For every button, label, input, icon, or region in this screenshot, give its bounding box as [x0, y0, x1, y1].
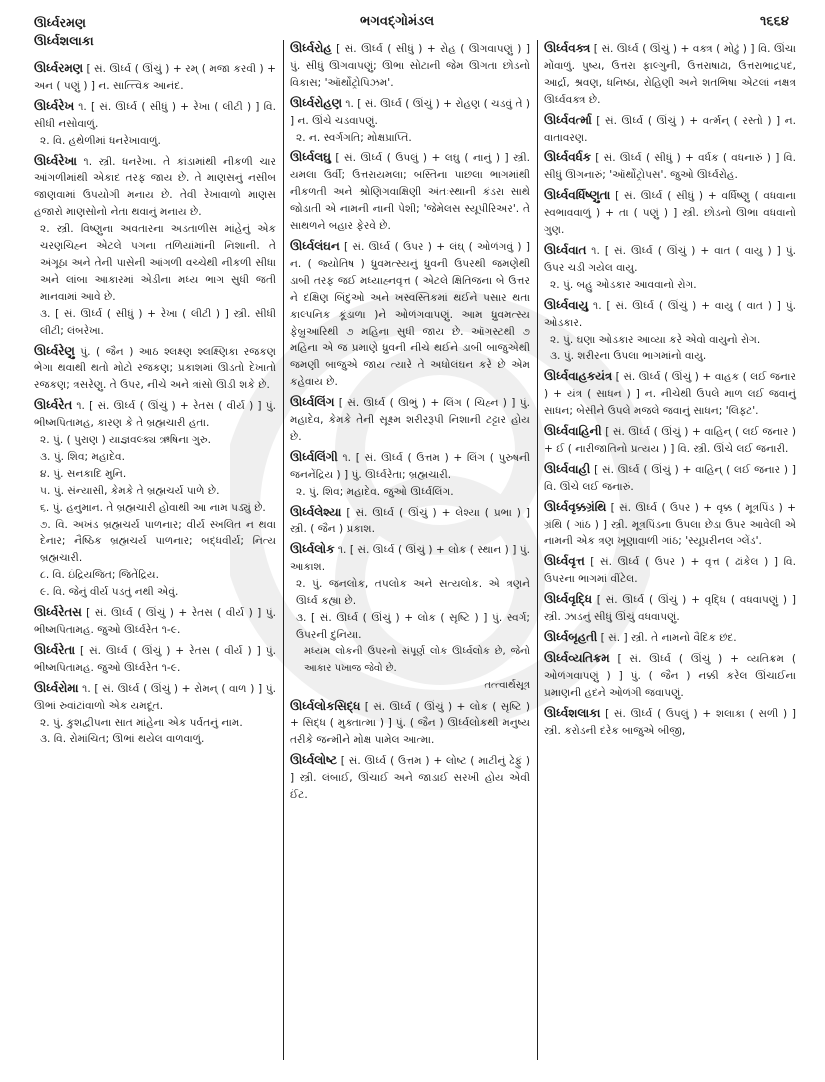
dictionary-entry	[544, 650, 796, 702]
dictionary-entry	[544, 629, 796, 647]
dictionary-entry	[544, 297, 796, 366]
definition-text: [ સં. ઊર્ધ્વ ( ઊંચું ) + વક્ત્ર ( મોઢું ) ] વિ. ઊંચા મોંવાળું. પુષ્ય, ઉત્તરા ફાલ્ગુની, ઉત્તરાષાઢા, ઉત્તરાભાદ્રપદ, આર્દ્રા, શ્રવણ, ધનિષ્ઠા, રોહિણી અને શતભિષા એટલાં નક્ષત્ર ઊર્ધ્વવક્ત્ર છે.	[544, 43, 796, 106]
definition-text: [ સં. ઊર્ધ્વ ( ઊભું ) + લિંગ ( ચિહ્ન ) ] પું. મહાદેવ, કેમકે તેની સૂક્ષ્મ શરીરરૂપી નિશાની ટટ્ટાર હોય છે.	[290, 397, 530, 443]
headword: ઊર્ધ્વવર્ધક	[544, 150, 591, 165]
entry-definition	[544, 149, 796, 184]
entry-definition	[290, 698, 530, 750]
headword: ઊર્ધ્વરોહણ	[290, 95, 342, 110]
column-divider	[283, 40, 284, 1060]
entry-definition	[544, 40, 796, 109]
entry-definition	[290, 449, 530, 484]
entry-definition	[544, 297, 796, 332]
sense-item: ૩. પું. શરીરના ઉપલા ભાગમાંનો વાયુ.	[550, 350, 707, 363]
sense-item: ૮. વિ. ઇંદ્રિયજિત; જિતેંદ્રિય.	[40, 569, 159, 582]
headword: ઊર્ધ્વલિંગી	[290, 449, 338, 464]
entry-definition	[544, 242, 796, 277]
headword: ઊર્ધ્વલિંગ	[290, 395, 335, 410]
sense-item: ૨. પું. શિવ; મહાદેવ. જુઓ ઊર્ધ્વલિંગ.	[296, 485, 454, 498]
headword: ઊર્ધ્વવાત	[544, 242, 587, 257]
entry-definition	[544, 591, 796, 626]
definition-text: [ સં. ઊર્ધ્વ ( સીધું ) + વર્ધક ( વધનારું ) ] વિ. સીધું ઊગનારું; 'ઑર્થોટ્રોપસ'. જુઓ ઊર્ધ્વરોહ.	[544, 152, 796, 182]
dictionary-entry	[544, 423, 796, 458]
definition-text: [ સં. ઊર્ધ્વ ( ઊંચું ) + વાહક ( લઈ જનાર ) + યંત્ર ( સાધન ) ] ન. નીચેથી ઉપલે માળ લઈ જવાનું સાધન; બેસીને ઉપલે મજલે જવાનું સાધન; 'લિફ્ટ'.	[544, 371, 796, 418]
dictionary-entry	[34, 343, 276, 395]
entry-definition	[34, 397, 276, 432]
definition-text: ૧. [ સં. ઊર્ધ્વ ( ઊંચું ) + લોક ( સ્થાન ) ] પું. આકાશ.	[290, 544, 530, 574]
sense-item: ૨. સ્ત્રી. વિષ્ણુના અવતારના અડતાળીસ માંહેનું એક ચરણચિહ્ન એટલે પગના તળિયાંમાંની નિશાની. તે અંગૂઠા અને તેની પાસેની આંગળી વચ્ચેથી નીકળી સીધા અને લાંબા આકારમાં એડીના મધ્ય ભાગ સુધી જતી માનવામાં આવે છે.	[40, 223, 276, 303]
definition-text: [ સં. ઊર્ધ્વ ( ઊંચું ) + રમ્ ( મજા કરવી ) + અન ( પણું ) ] ન. સાત્ત્વિક આનંદ.	[34, 63, 276, 92]
sense-item: ૪. પું. સનકાદિ મુનિ.	[40, 467, 127, 480]
dictionary-entry	[544, 461, 796, 496]
definition-text: ૧. [ સં. ઊર્ધ્વ ( ઊંચું ) + વાત ( વાયુ ) ] પું. ઉપર ચડી ગયેલ વાયુ.	[544, 244, 797, 274]
sense-item: ૨. ન. સ્વર્ગગતિ; મોક્ષપ્રાપ્તિ.	[296, 131, 412, 144]
headword: ઊર્ધ્વવૃત્ત	[544, 554, 585, 569]
definition-text: ૧. [ સં. ઊર્ધ્વ ( ઊંચું ) + વાયુ ( વાત ) ] પું. ઓડકાર.	[544, 299, 796, 329]
definition-text: [ સં. ઊર્ધ્વ ( ઊંચું ) + રેતસ ( વીર્ય ) ] પું. ભીષ્મપિતામહ. જુઓ ઊર્ધ્વરેત ૧-૯.	[34, 644, 276, 674]
entry-definition	[290, 238, 530, 391]
entry-definition	[290, 394, 530, 446]
citation-quote: મધ્યમ લોકની ઉપરનો સંપૂર્ણ લોક ઊર્ધ્વલોક છે, જેનો આકાર પખાજ જેવો છે.	[304, 645, 530, 674]
dictionary-entry	[34, 642, 276, 677]
definition-text: [ સં. ઊર્ધ્વ ( સીધું ) + વર્ધિષ્ણુ ( વધવાના સ્વભાવવાળું ) + તા ( પણું ) ] સ્ત્રી. છોડનો ઊભા વધવાનો ગુણ.	[544, 190, 796, 237]
dictionary-entry	[544, 705, 796, 740]
dictionary-entry	[290, 698, 530, 750]
headword: ઊર્ધ્વલઘુ	[290, 150, 331, 165]
sense-item: ૫. પું. સંન્યાસી, કેમકે તે બ્રહ્મચર્ય પાળે છે.	[40, 484, 220, 497]
entry-definition	[34, 680, 276, 715]
headword: ઊર્ધ્વરમણ	[34, 61, 83, 75]
dictionary-entry	[34, 680, 276, 749]
definition-text: [ સં. ઊર્ધ્વ ( ઉત્તમ ) + લોષ્ટ ( માટીનું ઢેફું ) ] સ્ત્રી. લંબાઈ, ઊંચાઈ અને જાડાઈ સરખી હોય એવી ઈંટ.	[290, 755, 531, 802]
headword: ઊર્ધ્વવાહી	[544, 461, 591, 476]
sense-item: ૩. પું. શિવ; મહાદેવ.	[40, 450, 125, 463]
definition-text: [ સં. ઊર્ધ્વ ( ઊંચું ) + વાહિન્ ( લઈ જનાર ) + ઈ ( નારીજાતિનો પ્રત્યય ) ] વિ. સ્ત્રી. ઊંચે લઈ જનારી.	[544, 426, 796, 455]
entry-definition	[544, 629, 796, 647]
dictionary-entry	[544, 368, 796, 420]
column-left	[34, 60, 276, 751]
headword: ઊર્ધ્વરેખ	[34, 98, 75, 113]
entry-definition	[544, 423, 796, 458]
headword: ઊર્ધ્વવૃક્કગ્રંથિ	[544, 499, 607, 514]
headword: ઊર્ધ્વબૃહતી	[544, 630, 598, 644]
column-right	[544, 40, 796, 742]
dictionary-entry	[34, 153, 276, 340]
headword: ઊર્ધ્વલેશ્યા	[290, 504, 342, 519]
entry-definition	[290, 40, 530, 92]
definition-text: [ સં. ઊર્ધ્વ ( ઉપર ) + વૃત્ત ( ઢાંકેલ ) ] વિ. ઉપરના ભાગમાં વીંટેલ.	[544, 556, 796, 586]
definition-text: [ સં. ઊર્ધ્વ ( ઊંચું ) + વર્ત્મન્ ( રસ્તો ) ] ન. વાતાવરણ.	[544, 114, 796, 144]
dictionary-entry	[544, 553, 796, 588]
dictionary-entry	[34, 397, 276, 601]
dictionary-entry	[544, 242, 796, 294]
headword: ઊર્ધ્વવર્ત્મા	[544, 112, 592, 127]
entry-definition	[34, 153, 276, 222]
guide-word-last: ઊર્ધ્વશલાકા	[34, 33, 94, 48]
book-title: ભગવદ્ગોમંડલ	[360, 14, 435, 29]
sense-item: ૨. પું. જનલોક, તપલોક અને સત્યલોક. એ ત્રણને ઊર્ધ્વ કહ્યા છે.	[296, 578, 530, 608]
headword: ઊર્ધ્વરેતસ	[34, 605, 82, 620]
dictionary-entry	[34, 98, 276, 150]
sense-item: ૨. વિ. હથેળીમાં ધનરેખાવાળું.	[40, 134, 161, 147]
column-divider	[537, 40, 538, 1060]
definition-text: [ સં. ઊર્ધ્વ ( ઊંચું ) + રેતસ ( વીર્ય ) ] પું. ભીષ્મપિતામહ. જુઓ ઊર્ધ્વરેત ૧-૯.	[34, 607, 276, 636]
headword: ઊર્ધ્વરેખા	[34, 153, 77, 168]
definition-text: [ સં. ઊર્ધ્વ ( ઉપર ) + લંઘ્ ( ઓળંગવું ) ] ન. ( જ્યોતિષ ) ધ્રુવમત્સ્યનું ધ્રુવની ઉપરથી જમણેથી ડાબી તરફ જઈ મધ્યાહ્નવૃત્ત ( એટલે ક્ષિતિજના બે ઉત્તર ને દક્ષિણ બિંદુઓ અને ખસ્વસ્તિકમાં થઈને પસાર થતા કાલ્પનિક કૂંડાળા )ને ઓળંગવાપણું. આમ ધ્રુવમત્સ્ય ફેબ્રુઆરિથી ૭ મહિના સુધી જાય છે. ઑગસ્ટથી ૭ મહિના એ જ પ્રમાણે ધ્રુવની નીચે થઈને ડાબી બાજુએથી જમણી બાજુએ જાય ત્યારે તે અધોલંઘન કરે છે એમ કહેવાય છે.	[290, 240, 530, 389]
definition-text: ૧. [ સં. ઊર્ધ્વ ( ઊંચું ) + રેતસ ( વીર્ય ) ] પું. ભીષ્મપિતામહ, કારણ કે તે બ્રહ્મચારી હતા.	[34, 400, 277, 430]
headword: ઊર્ધ્વરોમા	[34, 680, 79, 695]
dictionary-entry	[290, 752, 530, 804]
headword: ઊર્ધ્વવ્યતિક્રમ	[544, 650, 610, 665]
definition-text: ૧. [ સં. ઊર્ધ્વ ( ઉત્તમ ) + લિંગ ( પુરુષની જનનેંદ્રિય ) ] પું. ઊર્ધ્વરેતા; બ્રહ્મચારી.	[290, 451, 530, 481]
definition-text: [ સં. ઊર્ધ્વ ( ઊંચું ) + લેશ્યા ( પ્રભા ) ] સ્ત્રી. ( જૈન ) પ્રકાશ.	[290, 506, 530, 536]
sense-item: ૩. વિ. રોમાંચિત; ઊભાં થયેલ વાળવાળું.	[40, 733, 205, 746]
guide-word-first: ઊર્ધ્વરમણ	[34, 15, 86, 30]
headword: ઊર્ધ્વશલાકા	[544, 705, 601, 720]
entry-definition	[34, 642, 276, 677]
definition-text: ૧. સ્ત્રી. ધનરેખા. તે કાંડામાંથી નીકળી ચાર આંગળીમાંથી એકાદ તરફ જાય છે. તે માણસનું નસીબ જાણવામાં ઉપયોગી મનાય છે. તેવી રેખાવાળો માણસ હજારો માણસોનો નેતા થવાનું મનાય છે.	[34, 155, 276, 219]
entry-definition	[34, 60, 276, 95]
headword: ઊર્ધ્વલંઘન	[290, 238, 340, 253]
definition-text: પું. ( જૈન ) આઠ શ્લક્ષ્ણ શ્લક્ષ્ણિકા રજકણ ભેગા થવાથી થતો મોટો રજકણ; પ્રકાશમાં ઊડતો દેખાતો રજકણ; ત્રસરેણુ. તે ઉપર, નીચે અને ત્રાંસો ઊડી શકે છે.	[34, 345, 276, 392]
headword: ઊર્ધ્વવાહકયંત્ર	[544, 369, 613, 384]
dictionary-entry	[544, 499, 796, 551]
entry-definition	[34, 343, 276, 395]
definition-text: ૧. [ સં. ઊર્ધ્વ ( સીધું ) + રેખા ( લીટી ) ] વિ. સીધી નસોવાળું.	[34, 100, 276, 130]
entry-definition	[290, 504, 530, 539]
dictionary-entry	[544, 591, 796, 626]
headword: ઊર્ધ્વવાહિની	[544, 424, 602, 439]
dictionary-entry	[544, 149, 796, 184]
headword: ઊર્ધ્વરોહ	[290, 41, 332, 55]
dictionary-entry	[290, 149, 530, 235]
entry-definition	[544, 650, 796, 702]
definition-text: [ સં. ઊર્ધ્વ ( સીધું ) + રોહ ( ઊગવાપણું ) ] પું. સીધું ઊગવાપણું; ઊભા સોટાની જેમ ઊગતા છોડનો વિકાસ; 'ઑર્થોટ્રોપિઝમ'.	[290, 43, 530, 89]
definition-text: [ સં. ઊર્ધ્વ ( ઊંચું ) + વૃદ્ધિ ( વધવાપણું ) ] સ્ત્રી. ઝાડનું સીધું ઊંચું વધવાપણું.	[544, 594, 796, 624]
dictionary-entry	[290, 40, 530, 92]
definition-text: [ સં. ઊર્ધ્વ ( ઉપલું ) + શલાકા ( સળી ) ] સ્ત્રી. કરોડની દરેક બાજુએ બીજી,	[544, 707, 797, 737]
entry-definition	[290, 149, 530, 235]
dictionary-entry	[34, 604, 276, 639]
dictionary-entry	[290, 95, 530, 147]
headword: ઊર્ધ્વવાયુ	[544, 297, 589, 312]
sense-item: ૨. પું. બહુ ઓડકાર આવવાનો રોગ.	[550, 278, 697, 291]
dictionary-entry	[290, 238, 530, 391]
sense-item: ૨. પું. ( પુરાણ ) યાજ્ઞવલ્ક્ય ઋષિના ગુરુ.	[40, 434, 211, 447]
headword: ઊર્ધ્વલોષ્ટ	[290, 753, 337, 768]
headword: ઊર્ધ્વરેતા	[34, 642, 76, 657]
citation-source: તત્ત્વાર્થસૂત્ર	[484, 679, 530, 691]
sense-item: ૯. વિ. જેનું વીર્ય પડતું નથી એવું.	[40, 586, 179, 599]
entry-definition	[544, 187, 796, 239]
headword: ઊર્ધ્વવક્ત્ર	[544, 41, 591, 55]
entry-definition	[34, 604, 276, 639]
headword: ઊર્ધ્વલોક	[290, 542, 335, 557]
entry-definition	[290, 752, 530, 804]
dictionary-entry	[544, 187, 796, 239]
entry-definition	[544, 368, 796, 420]
definition-text: [ સં. ઊર્ધ્વ ( ઉપર ) + વૃક્ક ( મૂત્રપિંડ ) + ગ્રંથિ ( ગાંઠ ) ] સ્ત્રી. મૂત્રપિંડના ઉપલા છેડા ઉપર આવેલી એ નામની એક ત્રણ ખૂણાવાળી ગાંઠ; 'સ્યૂપ્રરીનલ ગ્લેંડ'.	[544, 501, 797, 548]
entry-definition	[544, 112, 796, 147]
column-middle	[290, 40, 530, 807]
headword: ઊર્ધ્વરેણુ	[34, 343, 75, 358]
sense-item: ૨. પું. ઘણા ઓડકાર આવ્યા કરે એવો વાયુનો રોગ.	[550, 333, 761, 346]
headword: ઊર્ધ્વલોકસિદ્ધ	[290, 698, 361, 713]
sense-item: ૭. વિ. અખંડ બ્રહ્મચર્ય પાળનાર; વીર્ય સ્ખલિત ન થવા દેનાર; નૈષ્ઠિક બ્રહ્મચર્ય પાળનાર; બદ્ધવીર્ય; નિત્ય બ્રહ્મચારી.	[40, 518, 276, 565]
entry-definition	[290, 95, 530, 130]
definition-text: [ સં. ઊર્ધ્વ ( ઊંચું ) + વ્યતિક્રમ ( ઓળંગવાપણું ) ] પું. ( જૈન ) નક્કી કરેલ ઊંચાઈના પ્રમાણની હદને ઓળંગી જવાપણું.	[544, 652, 796, 699]
entry-definition	[544, 705, 796, 740]
sense-item: ૨. પું. કુશદ્વીપના સાત માંહેના એક પર્વતનું નામ.	[40, 716, 243, 729]
dictionary-entry	[290, 449, 530, 501]
entry-definition	[544, 499, 796, 551]
definition-text: [ સં. ઊર્ધ્વ ( ઊંચું ) + વાહિન્ ( લઈ જનાર ) ] વિ. ઊંચે લઈ જનારું.	[544, 463, 796, 493]
headword: ઊર્ધ્વવર્ધિષ્ણુતા	[544, 188, 611, 203]
dictionary-entry	[290, 541, 530, 694]
dictionary-entry	[290, 394, 530, 446]
definition-text: [ સં. ઊર્ધ્વ ( ઊંચું ) + લોક ( સૃષ્ટિ ) + સિદ્ધ ( મુક્તાત્મા ) ] પું. ( જૈન ) ઊર્ધ્વલોકથી મનુષ્ય તરીકે જન્મીને મોક્ષ પામેલ આત્મા.	[290, 700, 530, 747]
sense-item: ૩. [ સં. ઊર્ધ્વ ( સીધું ) + રેખા ( લીટી ) ] સ્ત્રી. સીધી લીટી; લંબરેખા.	[40, 307, 276, 337]
dictionary-entry	[34, 60, 276, 95]
sense-item: ૩. [ સં. ઊર્ધ્વ ( ઊંચું ) + લોક ( સૃષ્ટિ ) ] પું. સ્વર્ગ; ઉપરની દુનિયા.	[296, 612, 530, 641]
sense-item: ૬. પું. હનુમાન. તે બ્રહ્મચારી હોવાથી આ નામ પડ્યું છે.	[40, 501, 266, 514]
entry-definition	[544, 553, 796, 588]
definition-text: ૧. [ સં. ઊર્ધ્વ ( ઊંચું ) + રોમન્ ( વાળ ) ] પું. ઊભાં રુવાંટાંવાળો એક યમદૂત.	[34, 682, 276, 712]
definition-text: ૧. [ સં. ઊર્ધ્વ ( ઊંચું ) + રોહણ ( ચડવું તે ) ] ન. ઊંચે ચડવાપણું.	[290, 97, 530, 127]
definition-text: [ સં. ઊર્ધ્વ ( ઉપલું ) + લઘુ ( નાનું ) ] સ્ત્રી. યમલા ઉર્વી; ઉત્તરાયમલા; બસ્તિના પાછલા ભાગમાંથી નીકળતી અને શ્રોણિગવાક્ષિણી અંતઃસ્થાની કંડરા સાથે જોડાતી એ નામની નાની પેશી; 'જેમેલસ સ્યૂપીરિઅર'. તે સાથળને બહાર ફેરવે છે.	[290, 152, 531, 233]
entry-definition	[290, 541, 530, 576]
definition-text: [ સં. ] સ્ત્રી. તે નામનો વૈદિક છંદ.	[600, 632, 737, 644]
headword: ઊર્ધ્વવૃદ્ધિ	[544, 592, 592, 607]
dictionary-entry	[544, 112, 796, 147]
dictionary-entry	[544, 40, 796, 109]
entry-definition	[544, 461, 796, 496]
page-number: ૧૬૬૪	[760, 14, 789, 29]
entry-definition	[34, 98, 276, 133]
headword: ઊર્ધ્વરેત	[34, 398, 73, 413]
dictionary-entry	[290, 504, 530, 539]
